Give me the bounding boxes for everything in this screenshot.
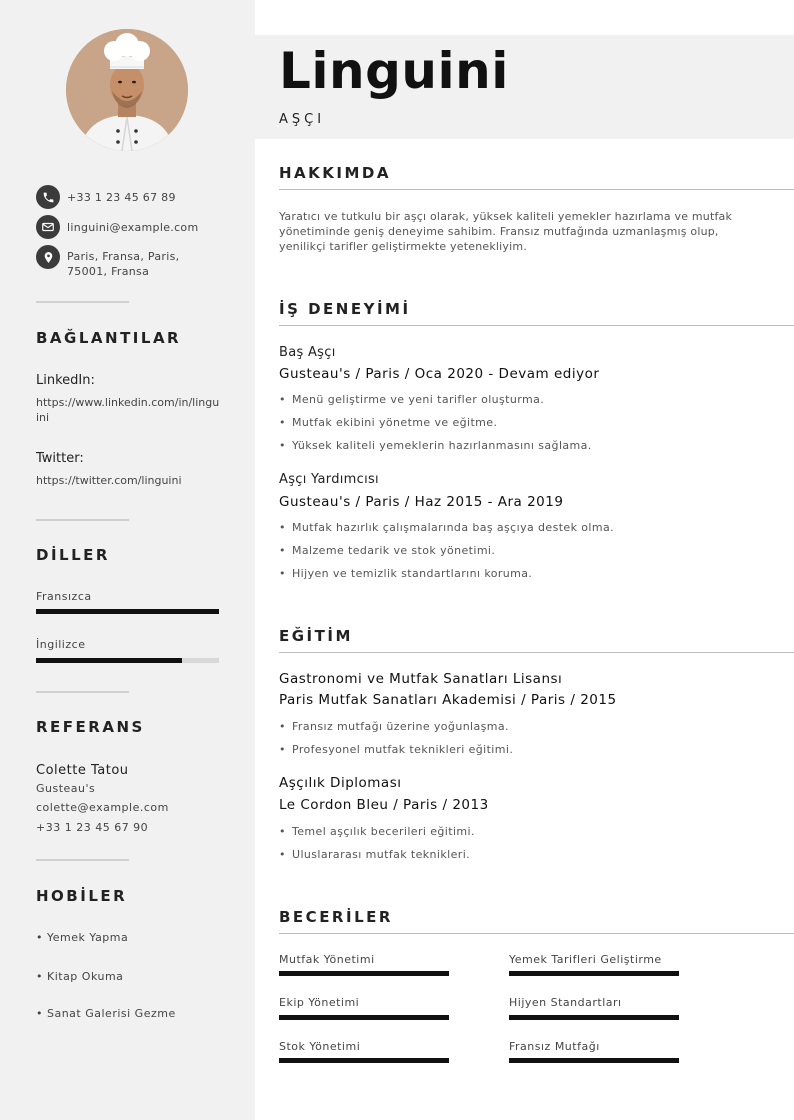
job-bullet: • Yüksek kaliteli yemeklerin hazırlanmasını sağlama.: [279, 439, 592, 452]
section-rule: [279, 189, 794, 190]
section-rule: [279, 325, 794, 326]
linkedin-label: LinkedIn:: [36, 373, 95, 388]
education-bullet: • Fransız mutfağı üzerine yoğunlaşma.: [279, 720, 509, 733]
job-title: Aşçı Yardımcısı: [279, 472, 379, 487]
language-level-fill: [36, 658, 182, 663]
about-text: Yaratıcı ve tutkulu bir aşçı olarak, yüksek kaliteli yemekler hazırlama ve mutfak yönetiminde geniş deneyime sahibim. Fransız mutfağında uzmanlaşmış olup, yenilikçi tarifler geliştirmekte yetenekliyim.: [279, 210, 733, 253]
reference-phone: +33 1 23 45 67 90: [36, 821, 149, 834]
job-title: Baş Aşçı: [279, 345, 336, 360]
language-name: Fransızca: [36, 590, 92, 603]
languages-title: DİLLER: [36, 546, 110, 564]
language-name: İngilizce: [36, 638, 86, 651]
section-rule: [279, 652, 794, 653]
language-level-bar: [36, 658, 219, 663]
skill-name: Hijyen Standartları: [509, 996, 622, 1009]
skill-level-bar: [279, 1015, 449, 1020]
location-pin-icon: [36, 245, 60, 269]
contact-phone: [36, 185, 176, 209]
twitter-url[interactable]: https://twitter.com/linguini: [36, 474, 182, 487]
job-bullet: • Mutfak hazırlık çalışmalarında baş aşçıya destek olma.: [279, 521, 614, 534]
links-title: BAĞLANTILAR: [36, 329, 182, 347]
reference-email[interactable]: colette@example.com: [36, 801, 169, 814]
job-bullet: • Menü geliştirme ve yeni tarifler oluşturma.: [279, 393, 545, 406]
profile-photo: [66, 29, 188, 151]
skill-name: Fransız Mutfağı: [509, 1040, 600, 1053]
sidebar-divider: [36, 301, 129, 303]
job-bullet: • Hijyen ve temizlik standartlarını koruma.: [279, 567, 533, 580]
education-meta: Paris Mutfak Sanatları Akademisi / Paris / 2015: [279, 692, 617, 708]
job-bullet: • Malzeme tedarik ve stok yönetimi.: [279, 544, 496, 557]
email-text[interactable]: linguini@example.com: [67, 221, 199, 234]
about-title: HAKKIMDA: [279, 164, 391, 182]
skill-name: Mutfak Yönetimi: [279, 953, 375, 966]
education-bullet: • Temel aşçılık becerileri eğitimi.: [279, 825, 475, 838]
skill-name: Yemek Tarifleri Geliştirme: [509, 953, 662, 966]
education-title: EĞİTİM: [279, 627, 353, 645]
skill-level-bar: [279, 971, 449, 976]
phone-icon: [36, 185, 60, 209]
language-level-bar: [36, 609, 219, 614]
skill-name: Ekip Yönetimi: [279, 996, 360, 1009]
section-rule: [279, 933, 794, 934]
sidebar-divider: [36, 519, 129, 521]
language-level-fill: [36, 609, 219, 614]
profile-role: AŞÇI: [279, 112, 326, 127]
job-meta: Gusteau's / Paris / Oca 2020 - Devam ediyor: [279, 366, 600, 382]
address-text: [67, 249, 179, 279]
reference-title: REFERANS: [36, 718, 145, 736]
experience-title: İŞ DENEYİMİ: [279, 300, 411, 318]
address-line-2: 75001, Fransa: [67, 265, 150, 278]
skill-level-bar: [509, 1015, 679, 1020]
skill-level-bar: [509, 1058, 679, 1063]
sidebar-divider: [36, 691, 129, 693]
twitter-label: Twitter:: [36, 451, 84, 466]
skill-level-bar: [509, 971, 679, 976]
hobby-item: • Sanat Galerisi Gezme: [36, 1007, 176, 1020]
education-bullet: • Profesyonel mutfak teknikleri eğitimi.: [279, 743, 514, 756]
education-bullet: • Uluslararası mutfak teknikleri.: [279, 848, 471, 861]
job-bullet: • Mutfak ekibini yönetme ve eğitme.: [279, 416, 498, 429]
job-meta: Gusteau's / Paris / Haz 2015 - Ara 2019: [279, 494, 564, 510]
linkedin-url[interactable]: https://www.linkedin.com/in/linguini: [36, 396, 220, 424]
contact-address: [36, 245, 179, 279]
skills-title: BECERİLER: [279, 908, 393, 926]
address-line-1: Paris, Fransa, Paris,: [67, 250, 180, 263]
hobbies-title: HOBİLER: [36, 887, 128, 905]
phone-text: +33 1 23 45 67 89: [67, 191, 176, 204]
hobby-item: • Kitap Okuma: [36, 970, 124, 983]
reference-company: Gusteau's: [36, 782, 96, 795]
education-title-item: Gastronomi ve Mutfak Sanatları Lisansı: [279, 671, 563, 687]
email-icon: [36, 215, 60, 239]
profile-name: Linguini: [279, 42, 509, 100]
skill-level-bar: [279, 1058, 449, 1063]
sidebar-divider: [36, 859, 129, 861]
reference-name: Colette Tatou: [36, 763, 129, 778]
education-meta: Le Cordon Bleu / Paris / 2013: [279, 797, 489, 813]
hobby-item: • Yemek Yapma: [36, 931, 129, 944]
skill-name: Stok Yönetimi: [279, 1040, 361, 1053]
contact-email: [36, 215, 198, 239]
education-title-item: Aşçılık Diploması: [279, 775, 402, 791]
